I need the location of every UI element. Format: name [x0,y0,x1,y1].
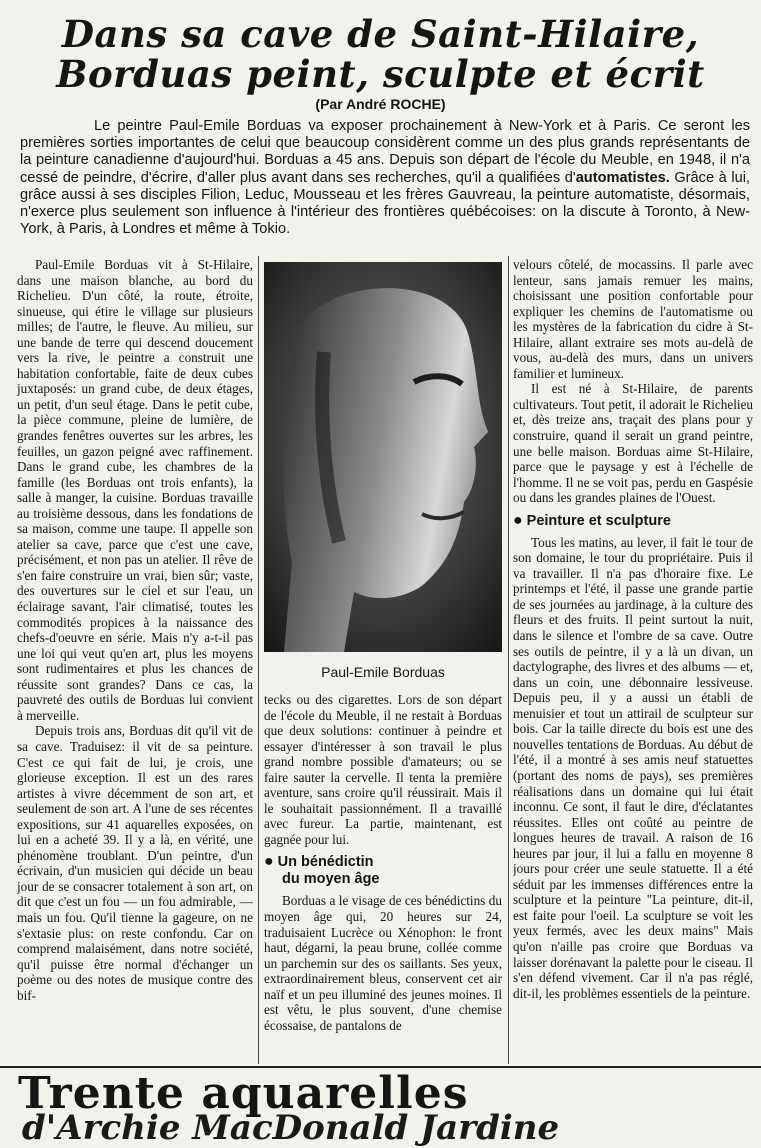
column-rule-left [258,256,259,1064]
paragraph: Paul-Emile Borduas vit à St-Hilaire, dans une maison blanche, au bord du Richelieu. D'un côté, la route, étroite, sinueuse, qui étire le village sur plusieurs milles; de l'autre, le fleuve. Au milieu, sur une bande de terre qui descend doucement vers la rive, le peintre a construit une habitation confortable, faite de deux cubes juxtaposés: un grand cube, de deux étages, un petit, d'un seul étage. Dans le petit cube, la pièce commune, pleine de lumière, de grandes fenêtres ouvertes sur les arbres, les feuilles, un gazon peigné avec raffinement. Dans le grand cube, les chambres de la famille (les Borduas ont trois enfants), la salle à manger, la cuisine. Borduas travaille au troisième dessous, dans les fondations de sa maison, comme une taupe. Il appelle son atelier sa cave, parce que c'est une cave, précisément, et non pas un atelier. Il rêve de s'en faire construire un vrai, bien sûr; vaste, des ouvertures sur le ciel et sur l'eau, un éclairage savant, l'air climatisé, toutes les commodités propices à la naissance des chefs-d'oeuvre en série. Mais n'y a-t-il pas une loi qui veut qu'en art, plus les moyens sont rudimentaires et plus les chances de réussite sont grandes? Dans ce cas, la pauvreté des outils de Borduas lui convient à merveille. [17,257,253,723]
column-rule-right [508,256,509,1064]
paragraph: Il est né à St-Hilaire, de parents cultivateurs. Tout petit, il adorait le Richelieu et, dès treize ans, traçait des plans pour y construire, quand il serait un grand peintre, une belle maison. Borduas aime St-Hilaire, parce que le paysage y est à l'échelle de l'homme. Il ne se voit pas, perdu en Gaspésie ou dans les grandes plaines de l'Ouest. [513,381,753,506]
lead-keyword: automatistes. [575,169,670,186]
subheading-text: Peinture et sculpture [526,512,671,529]
subheading-line-1: Un bénédictin [277,854,374,871]
byline: (Par André ROCHE) [315,96,446,112]
next-article-headline: Trente aquarelles [18,1068,469,1119]
paragraph: velours côtelé, de mocassins. Il parle avec lenteur, sans jamais remuer les mains, choisissant une position confortable pour expliquer les chemins de l'automatisme ou les mystères de la fabrication du cidre à St-Hilaire, allant extraire ses mots au-delà de vous, au-delà des murs, dans un univers familier et lumineux. [513,257,753,381]
next-article-headline-line-2: d'Archie MacDonald Jardine [22,1108,560,1148]
photo-caption: Paul-Emile Borduas [321,664,445,680]
lead-text-2: Grâce à lui, grâce aussi à ses disciples Filion, Leduc, Mousseau et les frères Gauvreau, la peinture automatiste, désormais, n'exerce plus seulement son influence à l'intérieur des frontières québécoises: on la discute à Toronto, à New-York, à Paris, à Londres et même à Tokio. [20,169,750,238]
bullet-icon: ● [264,853,274,871]
article-column-2 [264,692,502,1064]
subheading-line-2: du moyen âge [282,871,380,888]
subheading-peinture [513,512,753,530]
article-column-3 [513,257,753,1064]
paragraph: Depuis trois ans, Borduas dit qu'il vit de sa cave. Traduisez: il vit de sa peinture. C'est ce qui fait de lui, je crois, une glorieuse exception. Il est un des rares artistes à vivre décemment de son art, et seulement de son art. A l'une de ses récentes expositions, sur 41 aquarelles exposées, on lui en a acheté 39. Il y a là, en vérité, une phénomène troublant. D'un peintre, d'un écrivain, d'un musicien qui décide un beau jour de se consacrer totalement à son art, on dit que c'est un fou — un fou admirable, — mais un fou. Qu'il tienne la gageure, on ne s'extasie plus: on reste confondu. Car on comprend malaisément, dans notre société, qu'il puisse être normal d'échanger un poème ou des notes de musique contre des bif- [17,723,253,1003]
paragraph: Tous les matins, au lever, il fait le tour de son domaine, le tour du propriétaire. Puis il va travailler. Il n'a pas d'horaire fixe. Le printemps et l'été, il passe une grande partie de ses journées au jardinage, à la culture des fleurs et des fruits. Il peint surtout la nuit, dans le silence et l'ombre de sa cave. Outre ses outils de peintre, il y a là un divan, un dactylographe, des livres et des albums — et, dans un coin, une débonnaire lessiveuse. Depuis peu, il y a aussi un établi de menuisier et tout un attirail de sculpteur sur bois. Car la taille directe du bois est une des nouvelles tentations de Borduas. Au début de l'été, il a montré à ses amis neuf statuettes (portant des noms de pays), ses premières réalisations dans un domaine qui lui était inconnu. Ce sont, il faut le dire, d'éclatantes réussites. Elles ont coûté au peintre de longues heures de travail. A raison de 16 heures par jour, il lui a fallu en moyenne 8 jours pour créer une seule statuette. Il a été séduit par les immenses différences entre la sculpture et la peinture "La peinture, dit-il, est faite pour l'oeil. La sculpture se voit les yeux fermés, avec les deux mains" Mais qu'on n'aille pas croire que Borduas va laisser dorénavant la palette pour le ciseau. Il s'en défend vivement. Car il n'a pas réglé, dit-il, les problèmes essentiels de la peinture. [513,534,753,1001]
paragraph: tecks ou des cigarettes. Lors de son départ de l'école du Meuble, il ne restait à Borduas que deux solutions: continuer à peindre et essayer d'intéresser à son travail le plus grand nombre possible d'amateurs; ou se faire sauter la cervelle. Il tenta la première aventure, sans croire qu'il réussirait. Mais il le souhaitait passionnément. Il a travaillé avec fureur. La partie, maintenant, est gagnée pour lui. [264,692,502,847]
lead-text-1: Le peintre Paul-Emile Borduas va exposer prochainement à New-York et à Paris. Ce seront les premières sorties importantes de celui que beaucoup considèrent comme un des plus grands représentants de la peinture canadienne d'aujourd'hui. Borduas a 45 ans. Depuis son départ de l'école du Meuble, en 1948, il n'a cessé de peindre, d'écrire, d'aller plus avant dans ses recherches, qu'il a qualifiées d' [20,118,750,186]
lead-paragraph [20,118,750,238]
headline-line-1: Dans sa cave de Saint-Hilaire, [61,12,700,56]
portrait-photo [264,262,502,652]
paragraph: Borduas a le visage de ces bénédictins du moyen âge qui, 20 heures sur 24, traduisaient Lucrèce ou Xénophon: le front haut, dégarni, la peau brune, collée comme un parchemin sur des os saillants. Ses yeux, extraordinairement bleus, conservent cet air naïf et un peu illuminé des jeunes moines. Il est vêtu, le plus souvent, d'une chemise écossaise, de pantalons de [264,893,502,1033]
article-column-1 [17,257,253,1059]
headline-line-2: Borduas peint, sculpte et écrit [56,52,705,96]
bullet-icon: ● [513,511,523,529]
subheading-benedictin [264,853,502,888]
